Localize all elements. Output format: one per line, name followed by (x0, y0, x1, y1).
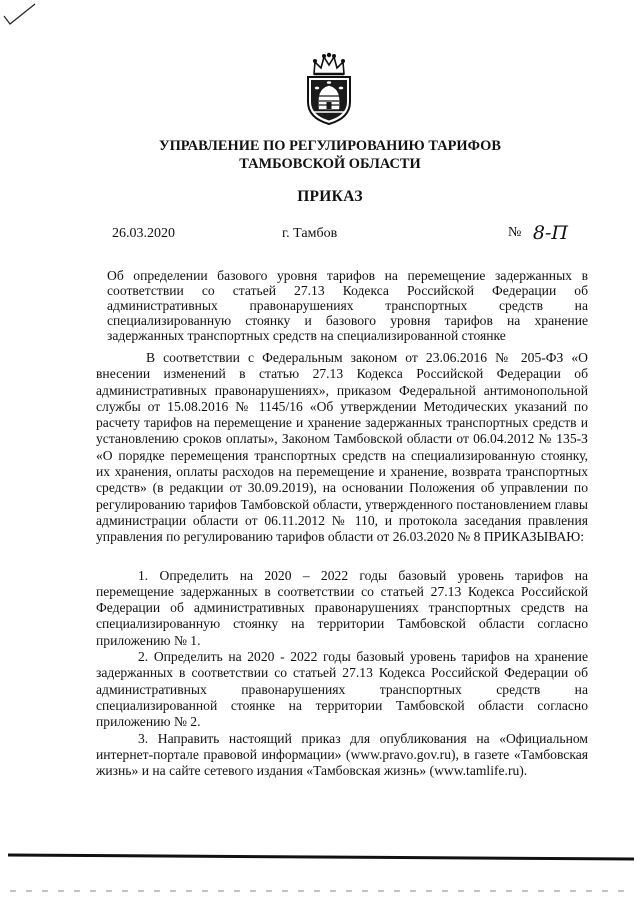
document-subject: Об определении базового уровня тарифов на перемещение задержанных в соответствии со статьей 27.13 Кодекса Российской Федерации об административных правонарушениях транспортных средств на специализированную стоянку и базового уровня тарифов на хранение задержанных транспортных средств на специализированной стоянке (107, 268, 588, 343)
number-label: № (508, 225, 522, 240)
pen-check-mark (2, 2, 38, 28)
order-item-3: 3. Направить настоящий приказ для опубликования на «Официальном интернет-портале правовой информации» (www.pravo.gov.ru), в газете «Тамбовская жизнь» и на сайте сетевого издания «Тамбовская жизнь» (www.tamlife.ru). (96, 730, 588, 779)
organization-title (100, 137, 560, 173)
scan-artifact-line (10, 888, 630, 894)
order-command: ПРИКАЗЫВАЮ: (483, 529, 585, 545)
order-item-2: 2. Определить на 2020 - 2022 годы базовый уровень тарифов на хранение задержанных в соответствии со статьей 27.13 Кодекса Российской Федерации об административных правонарушениях транспортных средств на специализированной стоянке на территории Тамбовской области согласно приложению № 2. (96, 649, 588, 730)
order-item-1: 1. Определить на 2020 – 2022 годы базовый уровень тарифов на перемещение задержанных в соответствии со статьей 27.13 Кодекса Российской Федерации об административных правонарушениях транспортных средств на специализированную стоянку на территории Тамбовской области согласно приложению № 1. (96, 567, 588, 648)
document-type-heading: ПРИКАЗ (297, 188, 363, 205)
organization-title-line-1: УПРАВЛЕНИЕ ПО РЕГУЛИРОВАНИЮ ТАРИФОВ (159, 138, 501, 154)
preamble-text: В соответствии с Федеральным законом от 23.06.2016 № 205-ФЗ «О внесении изменений в статью 27.13 Кодекса Российской Федерации об административных правонарушениях», приказом Федеральной антимонопольной службы от 15.08.2016 № 1145/16 «Об утверждении Методических указаний по расчету тарифов на перемещение и хранение задержанных транспортных средств и установлению сроков оплаты», Законом Тамбовской области от 06.04.2012 № 135-З «О порядке перемещения транспортных средств на специализированную стоянку, их хранения, оплаты расходов на перемещение и хранение, возврата транспортных средств» (в редакции от 30.09.2019), на основании Положения об управлении по регулированию тарифов Тамбовской области, утвержденного постановлением главы администрации области от 06.11.2012 № 110, и протокола заседания правления управления по регулированию тарифов области от 26.03.2020 № 8 (96, 350, 588, 545)
document-body (96, 350, 588, 779)
document-date: 26.03.2020 (112, 226, 175, 241)
handwritten-number: 8-П (532, 222, 568, 244)
scan-bottom-rule (8, 852, 634, 862)
organization-title-line-2: ТАМБОВСКОЙ ОБЛАСТИ (239, 156, 421, 172)
preamble-paragraph (96, 350, 588, 546)
document-number (508, 222, 568, 244)
document-city: г. Тамбов (282, 226, 338, 241)
coat-of-arms-icon (302, 52, 356, 126)
paragraph-gap (96, 546, 588, 568)
